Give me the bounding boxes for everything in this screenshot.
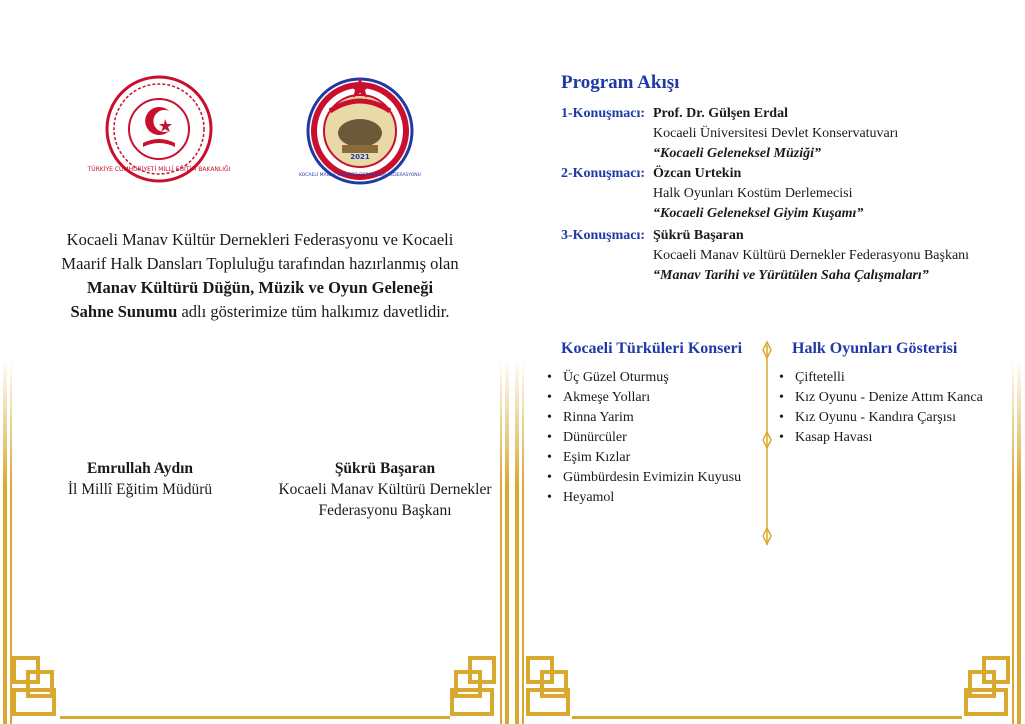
list-item: • Eşim Kızlar [563,448,763,468]
event-title: Manav Kültürü Düğün, Müzik ve Oyun Geleneği [86,278,434,297]
speaker-topic: “Kocaeli Geleneksel Giyim Kuşamı” [653,206,864,221]
signature-role: İl Millî Eğitim Müdürü [67,481,213,498]
speaker-affiliation: Halk Oyunları Kostüm Derlemecisi [653,186,853,201]
svg-text:KOCAELİ MANAV KÜLTÜRÜ DERNEKLE: KOCAELİ MANAV KÜLTÜRÜ DERNEKLER FEDERASYONU [299,173,421,178]
list-item: • Dünürcüler [563,428,763,448]
event-subtitle: Sahne Sunumu [70,302,178,321]
speaker-label: 2-Konuşmacı: [561,166,645,181]
speaker-3 [561,226,969,286]
speaker-affiliation: Kocaeli Üniversitesi Devlet Konservatuvarı [653,126,899,141]
speaker-topic: “Manav Tarihi ve Yürütülen Saha Çalışmaları” [653,268,929,283]
svg-text:2021: 2021 [350,153,370,161]
speaker-name: Özcan Urtekin [653,166,742,181]
speaker-label: 1-Konuşmacı: [561,106,645,121]
concert-song-list [545,368,763,508]
list-item: • Rinna Yarim [563,408,763,428]
dance-title: Halk Oyunları Gösterisi [792,340,958,357]
list-item: • Akmeşe Yolları [563,388,763,408]
speaker-2 [561,164,863,224]
signature-name: Emrullah Aydın [86,460,194,477]
signature-role-line-2: Federasyonu Başkanı [318,502,452,519]
list-item: • Çiftetelli [795,368,1025,388]
intro-line-1: Kocaeli Manav Kültür Dernekleri Federasyonu ve Kocaeli [66,230,454,249]
federation-logo [299,71,421,187]
speaker-name: Şükrü Başaran [653,228,744,243]
dance-list [777,368,1025,448]
concert-title: Kocaeli Türküleri Konseri [561,340,743,357]
signature-director [30,458,250,500]
intro-tail: adlı gösterimize tüm halkımız davetlidir. [177,302,450,321]
left-panel [0,0,512,724]
list-item: • Kız Oyunu - Denize Attım Kanca [795,388,1025,408]
intro-line-2: Maarif Halk Dansları Topluluğu tarafından hazırlanmış olan [61,254,459,273]
signature-role-line-1: Kocaeli Manav Kültürü Dernekler [278,481,492,498]
list-item: • Kasap Havası [795,428,1025,448]
speaker-topic: “Kocaeli Geleneksel Müziği” [653,146,821,161]
speaker-1 [561,104,898,164]
list-item: • Heyamol [563,488,763,508]
meb-logo [87,73,231,185]
program-title: Program Akışı [561,72,680,93]
speaker-name: Prof. Dr. Gülşen Erdal [653,106,788,121]
list-item: • Üç Güzel Oturmuş [563,368,763,388]
svg-text:TÜRKİYE CUMHURİYETİ MİLLÎ EĞİT: TÜRKİYE CUMHURİYETİ MİLLÎ EĞİTİM BAKANLIĞI [87,166,231,173]
invitation-text [40,228,480,324]
speaker-affiliation: Kocaeli Manav Kültürü Dernekler Federasyonu Başkanı [653,248,970,263]
signature-federation-president [265,458,505,521]
speaker-label: 3-Konuşmacı: [561,228,645,243]
list-item: • Gümbürdesin Evimizin Kuyusu [563,468,763,488]
signature-name: Şükrü Başaran [334,460,436,477]
list-item: • Kız Oyunu - Kandıra Çarşısı [795,408,1025,428]
